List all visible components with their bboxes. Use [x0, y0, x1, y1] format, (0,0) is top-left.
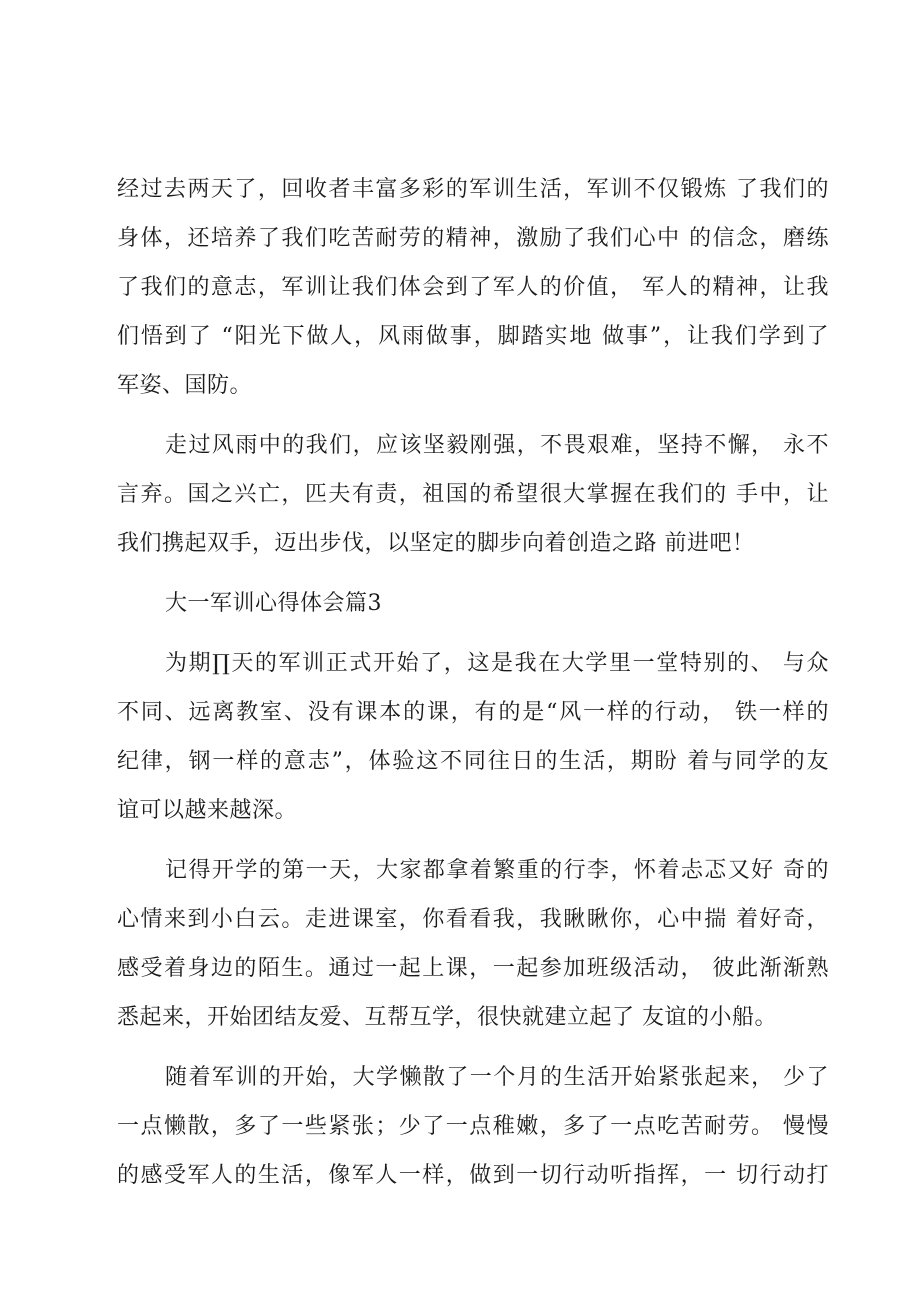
text-line: 纪律，钢一样的意志”，体验这不同往日的生活，期盼 着与同学的友	[117, 749, 829, 774]
paragraph	[117, 165, 829, 410]
text-line: 心情来到小白云。走进课室，你看看我，我瞅瞅你，心中揣 着好奇，	[117, 907, 829, 932]
paragraph	[117, 639, 829, 835]
text-line: 走过风雨中的我们，应该坚毅刚强，不畏艰难，坚持不懈， 永不	[165, 433, 829, 458]
section-heading: 大一军训心得体会篇3	[165, 591, 382, 616]
text-line: 感受着身边的陌生。通过一起上课，一起参加班级活动， 彼此渐渐熟	[117, 956, 829, 981]
text-line: 言弃。国之兴亡，匹夫有责，祖国的希望很大掌握在我们的 手中，让	[117, 482, 829, 507]
paragraph-gap	[117, 835, 829, 846]
text-line: 的感受军人的生活，像军人一样，做到一切行动听指挥，一 切行动打	[117, 1163, 829, 1188]
text-line: 一点懒散，多了一些紧张；少了一点稚嫩，多了一点吃苦耐劳。 慢慢	[117, 1114, 829, 1139]
paragraph-gap	[117, 628, 829, 639]
text-line: 随着军训的开始，大学懒散了一个月的生活开始紧张起来， 少了	[165, 1065, 829, 1090]
paragraph	[117, 1053, 829, 1200]
text-line: 我们携起双手，迈出步伐，以坚定的脚步向着创造之路 前进吧！	[117, 531, 755, 556]
text-line: 不同、远离教室、没有课本的课，有的是“风一样的行动， 铁一样的	[117, 700, 829, 725]
paragraph	[117, 421, 829, 568]
text-line: 谊可以越来越深。	[117, 798, 298, 823]
text-line: 悉起来，开始团结友爱、互帮互学，很快就建立起了 友谊的小船。	[117, 1005, 777, 1030]
text-line: 记得开学的第一天，大家都拿着繁重的行李，怀着忐忑又好 奇的	[165, 858, 829, 883]
text-line: 军姿、国防。	[117, 373, 253, 398]
text-line: 为期∏天的军训正式开始了，这是我在大学里一堂特别的、 与众	[165, 651, 829, 676]
document-body	[117, 165, 829, 1200]
paragraph-gap	[117, 410, 829, 421]
paragraph-gap	[117, 1042, 829, 1053]
paragraph-gap	[117, 568, 829, 579]
text-line: 经过去两天了，回收者丰富多彩的军训生活，军训不仅锻炼 了我们的	[117, 177, 829, 202]
text-line: 身体，还培养了我们吃苦耐劳的精神，激励了我们心中 的信念，磨练	[117, 226, 829, 251]
paragraph	[117, 846, 829, 1042]
text-line: 们悟到了 “阳光下做人，风雨做事，脚踏实地 做事”，让我们学到了	[117, 324, 829, 349]
text-line: 了我们的意志，军训让我们体会到了军人的价值， 军人的精神，让我	[117, 275, 829, 300]
